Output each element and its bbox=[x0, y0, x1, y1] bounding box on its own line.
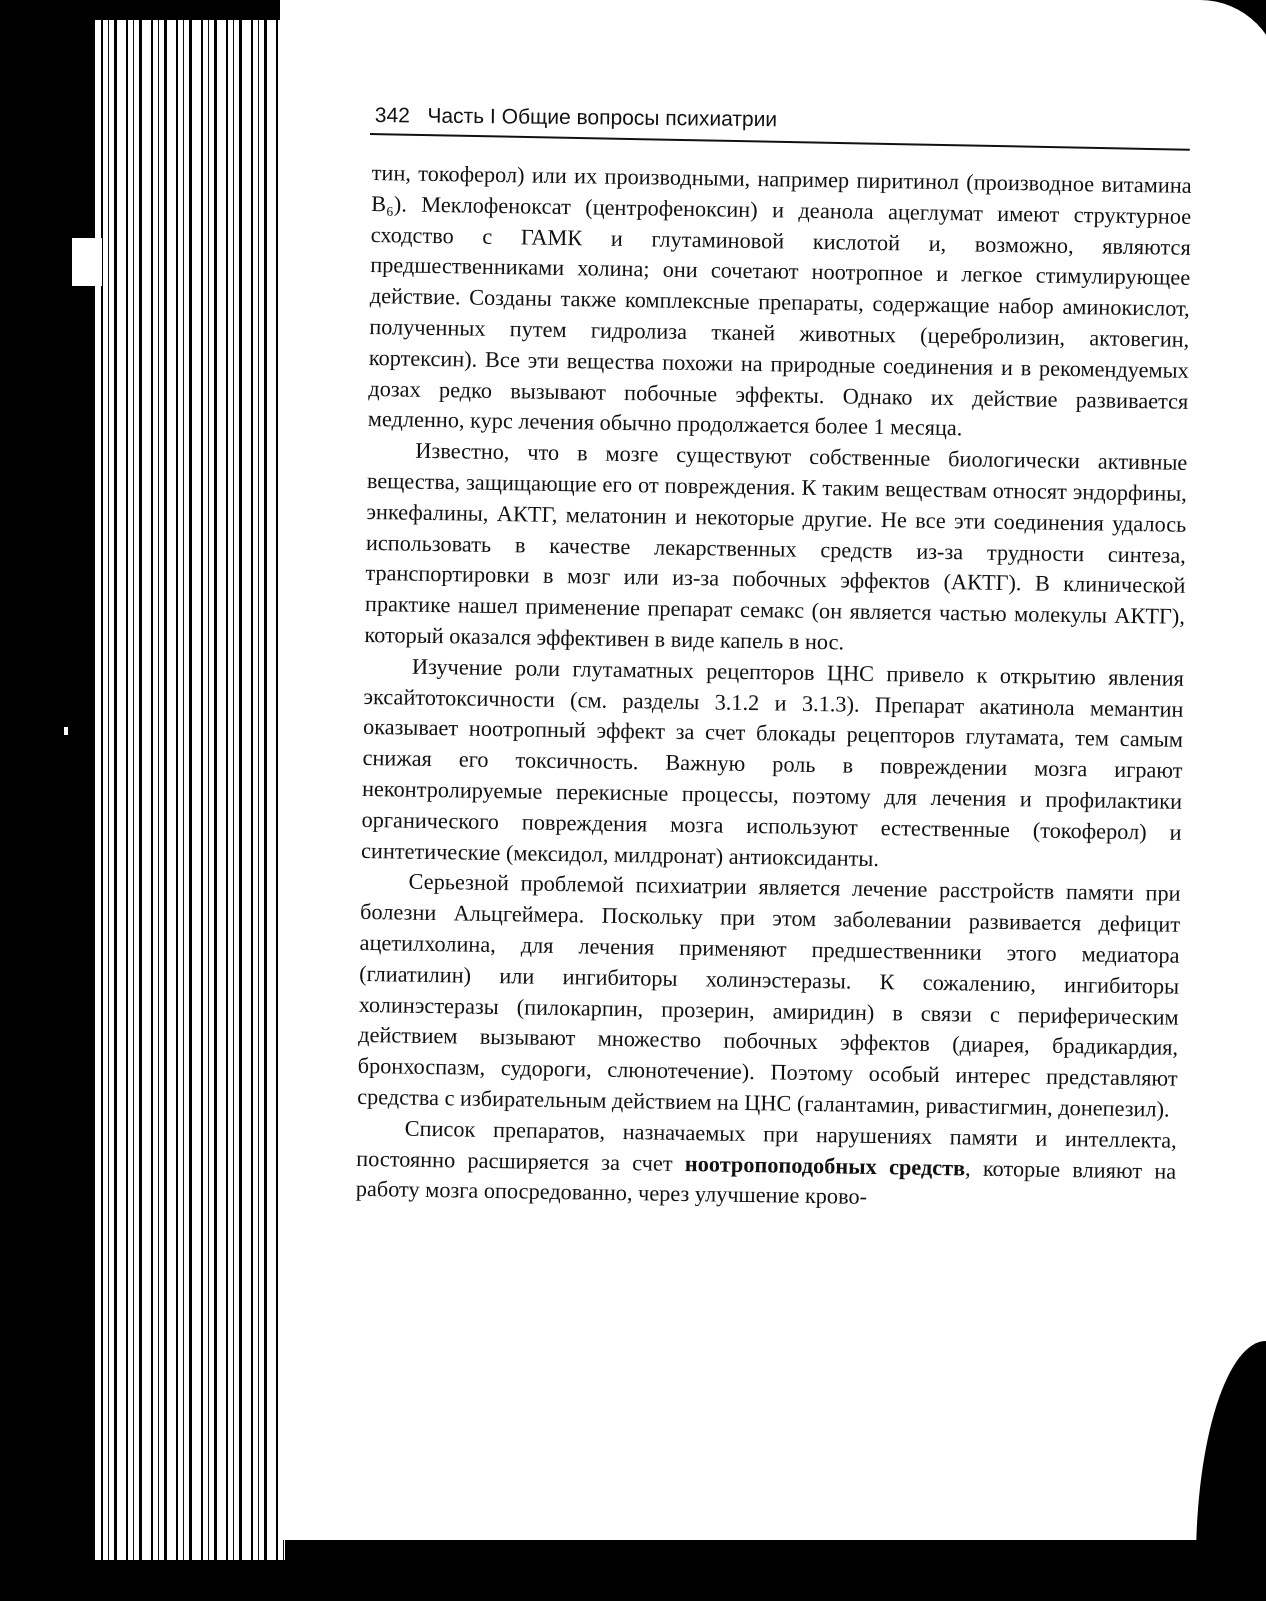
paragraph: тин, токоферол) или их производными, например пиритинол (производное витамина B₆). Меклофеноксат (центрофеноксин) и деанола ацеглумат имеют структурное сходство с ГАМК и глутаминовой кислотой и, возможно, являются предшественниками холина; они сочетают ноотропное и легкое стимулирующее действие. Созданы также комплексные препараты, содержащие набор аминокислот, полученных путем гидролиза тканей животных (церебролизин, актовегин, кортексин). Все эти вещества похожи на природные соединения и в рекомендуемых дозах редко вызывают побочные эффекты. Однако их действие развивается медленно, курс лечения обычно продолжается более 1 месяца. bbox=[367, 159, 1192, 441]
paragraph: Известно, что в мозге существуют собственные биологически активные вещества, защищающие его от повреждения. К таким веществам относят эндорфины, энкефалины, АКТГ, мелатонин и некоторые другие. Не все эти соединения удалось использовать в качестве лекарственных средств из-за трудности синтеза, транспортировки в мозг или из-за побочных эффектов (АКТГ). В клинической практике нашел применение препарат семакс (он является частью молекулы АКТГ), который оказался эффективен в виде капель в нос. bbox=[364, 437, 1188, 655]
page-tab-mark bbox=[72, 238, 102, 286]
page-number: 342 bbox=[374, 104, 411, 128]
scan-speck bbox=[64, 727, 68, 735]
body-text bbox=[356, 158, 1192, 1218]
running-title: Часть I Общие вопросы психиатрии bbox=[427, 104, 778, 132]
paragraph: Серьезной проблемой психиатрии является лечение расстройств памяти при болезни Альцгеймера. Поскольку при этом заболевании развивается дефицит ацетилхолина, для лечения применяют предшественники этого медиатора (глиатилин) или ингибиторы холинэстеразы. К сожалению, ингибиторы холинэстеразы (пилокарпин, прозерин, амиридин) в связи с периферическим действием вызывают множество побочных эффектов (диарея, брадикардия, бронхоспазм, судороги, слюнотечение). Поэтому особый интерес представляют средства с избирательным действием на ЦНС (галантамин, ривастигмин, донепезил). bbox=[357, 868, 1181, 1122]
paragraph: Изучение роли глутаматных рецепторов ЦНС привело к открытию явления эксайтотоксичности (см. разделы 3.1.2 и 3.1.3). Препарат акатинола мемантин оказывает ноотропный эффект за счет блокады рецепторов глутамата, тем самым снижая его токсичность. Важную роль в повреждении мозга играют неконтролируемые перекисные процессы, поэтому для лечения и профилактики органического повреждения мозга используют естественные (токоферол) и синтетические (мексидол, милдронат) антиоксиданты. bbox=[360, 653, 1185, 871]
text-run: , которые влияют на работу мозга опосредованно, через улучшение крово- bbox=[355, 1154, 1177, 1210]
text-run: Список препаратов, назначаемых при нарушениях памяти и интеллекта, постоянно расширяется за счет bbox=[356, 1115, 1177, 1176]
paragraph-last bbox=[356, 1113, 1177, 1218]
book-page-edges bbox=[95, 20, 285, 1560]
bold-term: ноотропоподобных средств bbox=[684, 1150, 966, 1180]
